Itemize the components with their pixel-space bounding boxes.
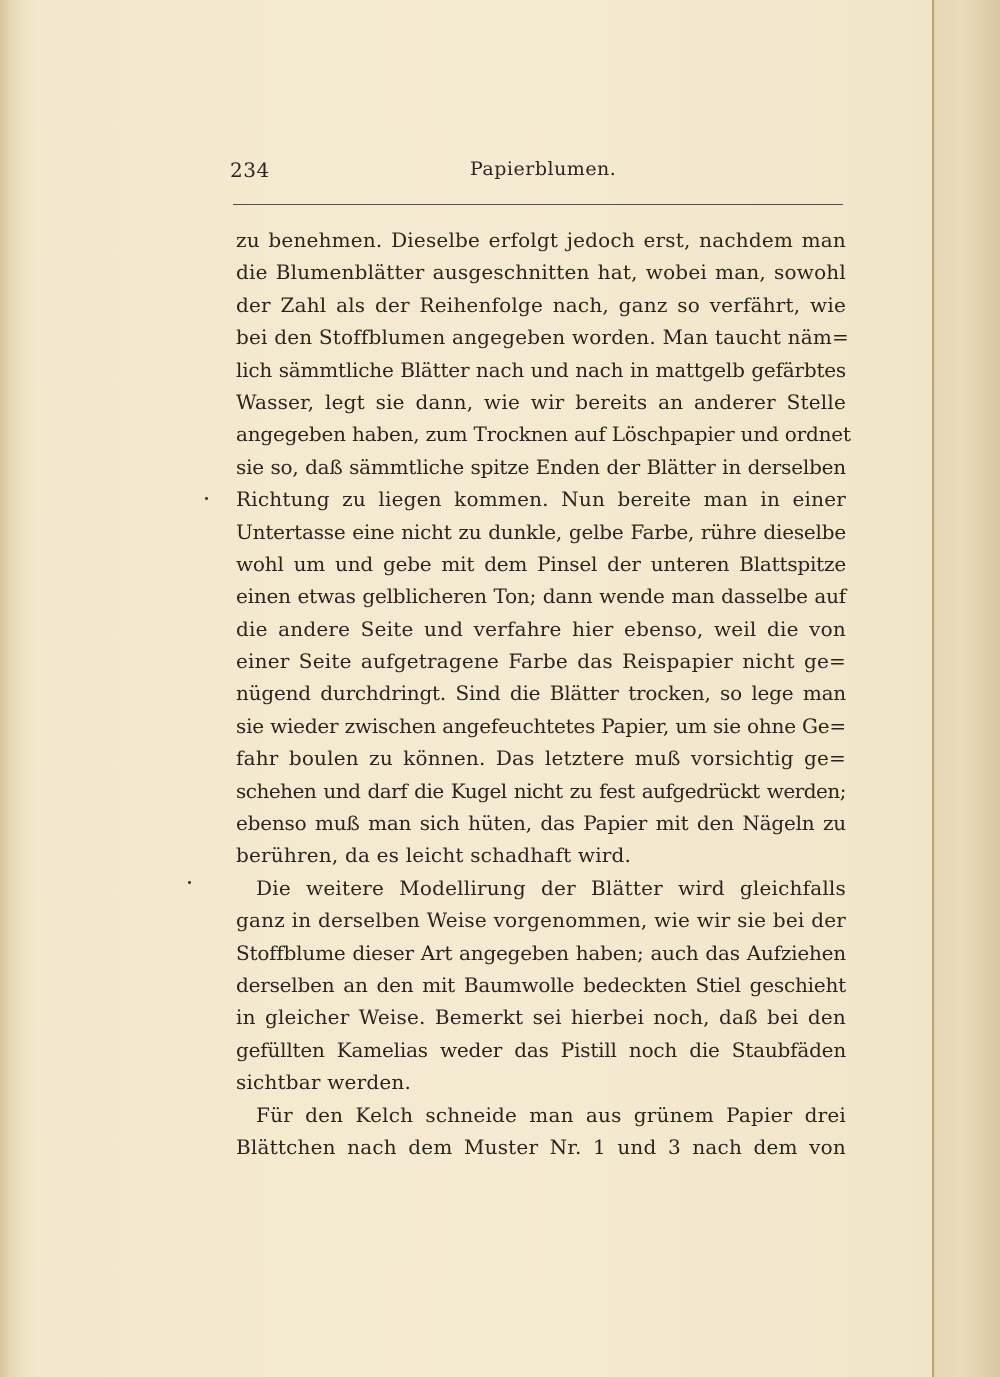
text-line: einer Seite aufgetragene Farbe das Reispapier nicht ge= [236,649,846,674]
page-left-edge-shadow [0,0,22,1377]
text-line: zu benehmen. Dieselbe erfolgt jedoch erst, nachdem man [236,228,846,252]
text-line: Für den Kelch schneide man aus grünem Papier drei [256,1102,846,1127]
text-line: fahr boulen zu können. Das letztere muß vorsichtig ge= [236,746,846,771]
page-number: 234 [230,158,270,182]
text-line: einen etwas gelblicheren Ton; dann wende man dasselbe auf [236,584,846,609]
margin-speck [188,881,191,884]
text-line: bei den Stoffblumen angegeben worden. Man taucht näm= [236,325,849,350]
running-title: Papierblumen. [470,158,617,180]
text-line: Stoffblume dieser Art angegeben haben; auch das Aufziehen [236,940,846,965]
text-line: Wasser, legt sie dann, wie wir bereits an anderer Stelle [236,389,846,414]
text-line: sie wieder zwischen angefeuchtetes Papier, um sie ohne Ge= [236,713,846,738]
text-line: derselben an den mit Baumwolle bedeckten Stiel geschieht [236,972,846,997]
margin-speck [205,497,208,500]
text-line: die Blumenblätter ausgeschnitten hat, wobei man, sowohl [236,260,846,285]
page-right-edge-line [932,0,934,1377]
text-line: angegeben haben, zum Trocknen auf Löschpapier und ordnet [236,422,851,447]
text-line: berühren, da es leicht schadhaft wird. [236,843,632,868]
body-text [236,224,851,1163]
text-line: schehen und darf die Kugel nicht zu fest aufgedrückt werden; [236,778,846,803]
text-line: die andere Seite und verfahre hier ebenso, weil die von [236,616,846,641]
text-line: Blättchen nach dem Muster Nr. 1 und 3 nach dem von [236,1134,846,1159]
text-line: sichtbar werden. [236,1070,412,1095]
text-line: in gleicher Weise. Bemerkt sei hierbei noch, daß bei den [236,1005,846,1030]
text-line: lich sämmtliche Blätter nach und nach in mattgelb gefärbtes [236,357,846,382]
header-rule [233,204,843,205]
text-line: ganz in derselben Weise vorgenommen, wie wir sie bei der [236,908,846,933]
text-line: Untertasse eine nicht zu dunkle, gelbe Farbe, rühre dieselbe [236,519,846,544]
text-line: ebenso muß man sich hüten, das Papier mit den Nägeln zu [236,811,846,836]
text-line: nügend durchdringt. Sind die Blätter trocken, so lege man [236,681,846,706]
text-line: gefüllten Kamelias weder das Pistill noch die Staubfäden [236,1037,846,1062]
text-line: der Zahl als der Reihenfolge nach, ganz so verfährt, wie [236,292,846,317]
text-line: Die weitere Modellirung der Blätter wird gleichfalls [256,875,846,900]
text-line: wohl um und gebe mit dem Pinsel der unteren Blattspitze [236,551,846,576]
text-line: Richtung zu liegen kommen. Nun bereite man in einer [236,487,846,512]
text-line: sie so, daß sämmtliche spitze Enden der Blätter in derselben [236,454,846,479]
page-right-edge-stack [932,0,1000,1377]
